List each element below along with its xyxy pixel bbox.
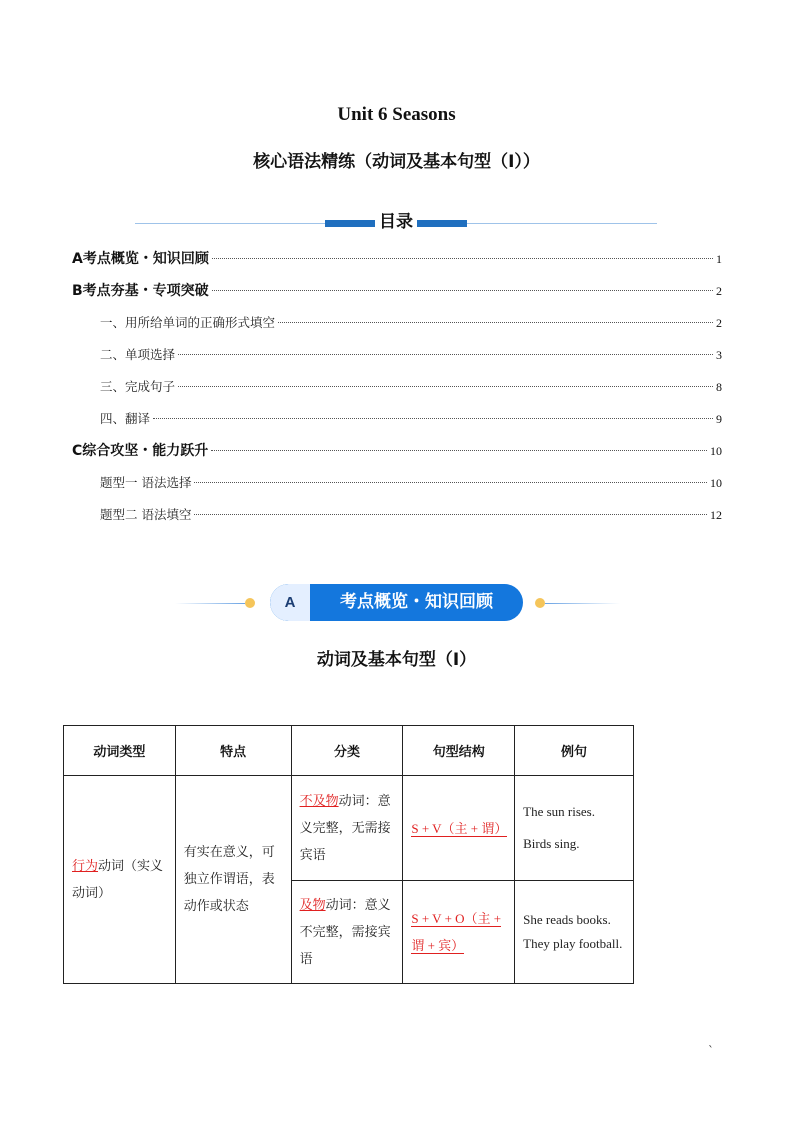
category-text: 动词：意义完整，无需接宾语 xyxy=(299,793,391,863)
toc-header xyxy=(135,210,657,238)
verb-type-highlight: 行为 xyxy=(72,858,99,874)
column-header: 例句 xyxy=(515,726,634,776)
toc-leader xyxy=(178,354,713,355)
toc-entry-text: 四、翻译 xyxy=(100,411,151,426)
feature-cell: 有实在意义，可独立作谓语，表动作或状态 xyxy=(175,776,291,984)
toc-leader xyxy=(178,386,713,387)
toc-leader xyxy=(212,290,713,291)
banner-letter: A xyxy=(270,584,310,621)
toc-entry-text: 三、完成句子 xyxy=(100,379,176,394)
corner-mark: ` xyxy=(708,1044,714,1058)
table-of-contents xyxy=(72,246,722,534)
section-title: 动词及基本句型（I） xyxy=(316,650,477,670)
toc-entry[interactable] xyxy=(72,406,722,438)
category-text: 动词：意义不完整，需接宾语 xyxy=(299,897,391,967)
structure-formula: S + V（主 + 谓） xyxy=(411,820,508,836)
toc-entry-page: 3 xyxy=(716,348,722,362)
banner-dot-right xyxy=(535,598,545,608)
toc-leader xyxy=(211,450,707,451)
example-sentence: The sun rises. xyxy=(523,804,595,819)
toc-entry-text: A考点概览・知识回顾 xyxy=(72,251,209,267)
toc-entry[interactable] xyxy=(72,470,722,502)
toc-entry[interactable] xyxy=(72,278,722,310)
toc-leader xyxy=(194,514,707,515)
toc-heading: 目录 xyxy=(379,212,413,232)
column-header: 动词类型 xyxy=(64,726,176,776)
banner-line-right xyxy=(545,603,620,604)
toc-entry-page: 12 xyxy=(710,508,722,522)
toc-divider-left xyxy=(135,223,325,224)
banner-dot-left xyxy=(245,598,255,608)
toc-entry-text: B考点夯基・专项突破 xyxy=(72,283,209,299)
column-header: 句型结构 xyxy=(403,726,515,776)
example-sentence: She reads books. xyxy=(523,912,611,927)
column-header: 分类 xyxy=(291,726,403,776)
toc-entry-page: 10 xyxy=(710,444,722,458)
section-a-banner xyxy=(175,584,620,622)
verb-type-text: 动词（实义动词） xyxy=(72,858,164,901)
toc-entry-text: 题型二 语法填空 xyxy=(100,507,192,522)
table-header-row xyxy=(64,726,634,776)
toc-divider-right xyxy=(467,223,657,224)
toc-entry-text: 二、单项选择 xyxy=(100,347,176,362)
toc-entry-page: 8 xyxy=(716,380,722,394)
toc-entry[interactable] xyxy=(72,310,722,342)
category-cell xyxy=(291,881,403,984)
toc-entry[interactable] xyxy=(72,246,722,278)
toc-bar-left xyxy=(325,220,375,227)
toc-entry[interactable] xyxy=(72,438,722,470)
structure-formula: S + V + O（主 + 谓 + 宾） xyxy=(411,911,502,953)
table-row xyxy=(64,776,634,881)
toc-entry-text: 题型一 语法选择 xyxy=(100,475,192,490)
toc-entry-page: 1 xyxy=(716,252,722,266)
structure-cell xyxy=(403,776,515,881)
example-cell xyxy=(515,881,634,984)
column-header: 特点 xyxy=(175,726,291,776)
toc-entry[interactable] xyxy=(72,342,722,374)
structure-cell xyxy=(403,881,515,984)
toc-entry[interactable] xyxy=(72,374,722,406)
category-highlight: 不及物 xyxy=(299,793,339,809)
toc-entry[interactable] xyxy=(72,502,722,534)
banner-text: 考点概览・知识回顾 xyxy=(340,592,493,612)
document-title: Unit 6 Seasons xyxy=(337,104,456,125)
toc-entry-page: 2 xyxy=(716,316,722,330)
category-cell xyxy=(291,776,403,881)
toc-entry-page: 10 xyxy=(710,476,722,490)
banner-line-left xyxy=(175,603,245,604)
example-sentence: Birds sing. xyxy=(523,836,580,851)
toc-leader xyxy=(194,482,707,483)
toc-entry-page: 2 xyxy=(716,284,722,298)
toc-bar-right xyxy=(417,220,467,227)
banner-pill xyxy=(270,584,523,621)
toc-entry-text: C综合攻坚・能力跃升 xyxy=(72,443,209,459)
toc-entry-text: 一、用所给单词的正确形式填空 xyxy=(100,315,276,330)
grammar-table xyxy=(63,725,634,984)
example-sentence: They play football. xyxy=(523,936,623,951)
toc-entry-page: 9 xyxy=(716,412,722,426)
example-cell xyxy=(515,776,634,881)
toc-leader xyxy=(212,258,713,259)
document-subtitle: 核心语法精练（动词及基本句型（I）） xyxy=(253,152,540,172)
toc-leader xyxy=(278,322,713,323)
toc-leader xyxy=(153,418,713,419)
verb-type-cell xyxy=(64,776,176,984)
category-highlight: 及物 xyxy=(299,897,326,913)
